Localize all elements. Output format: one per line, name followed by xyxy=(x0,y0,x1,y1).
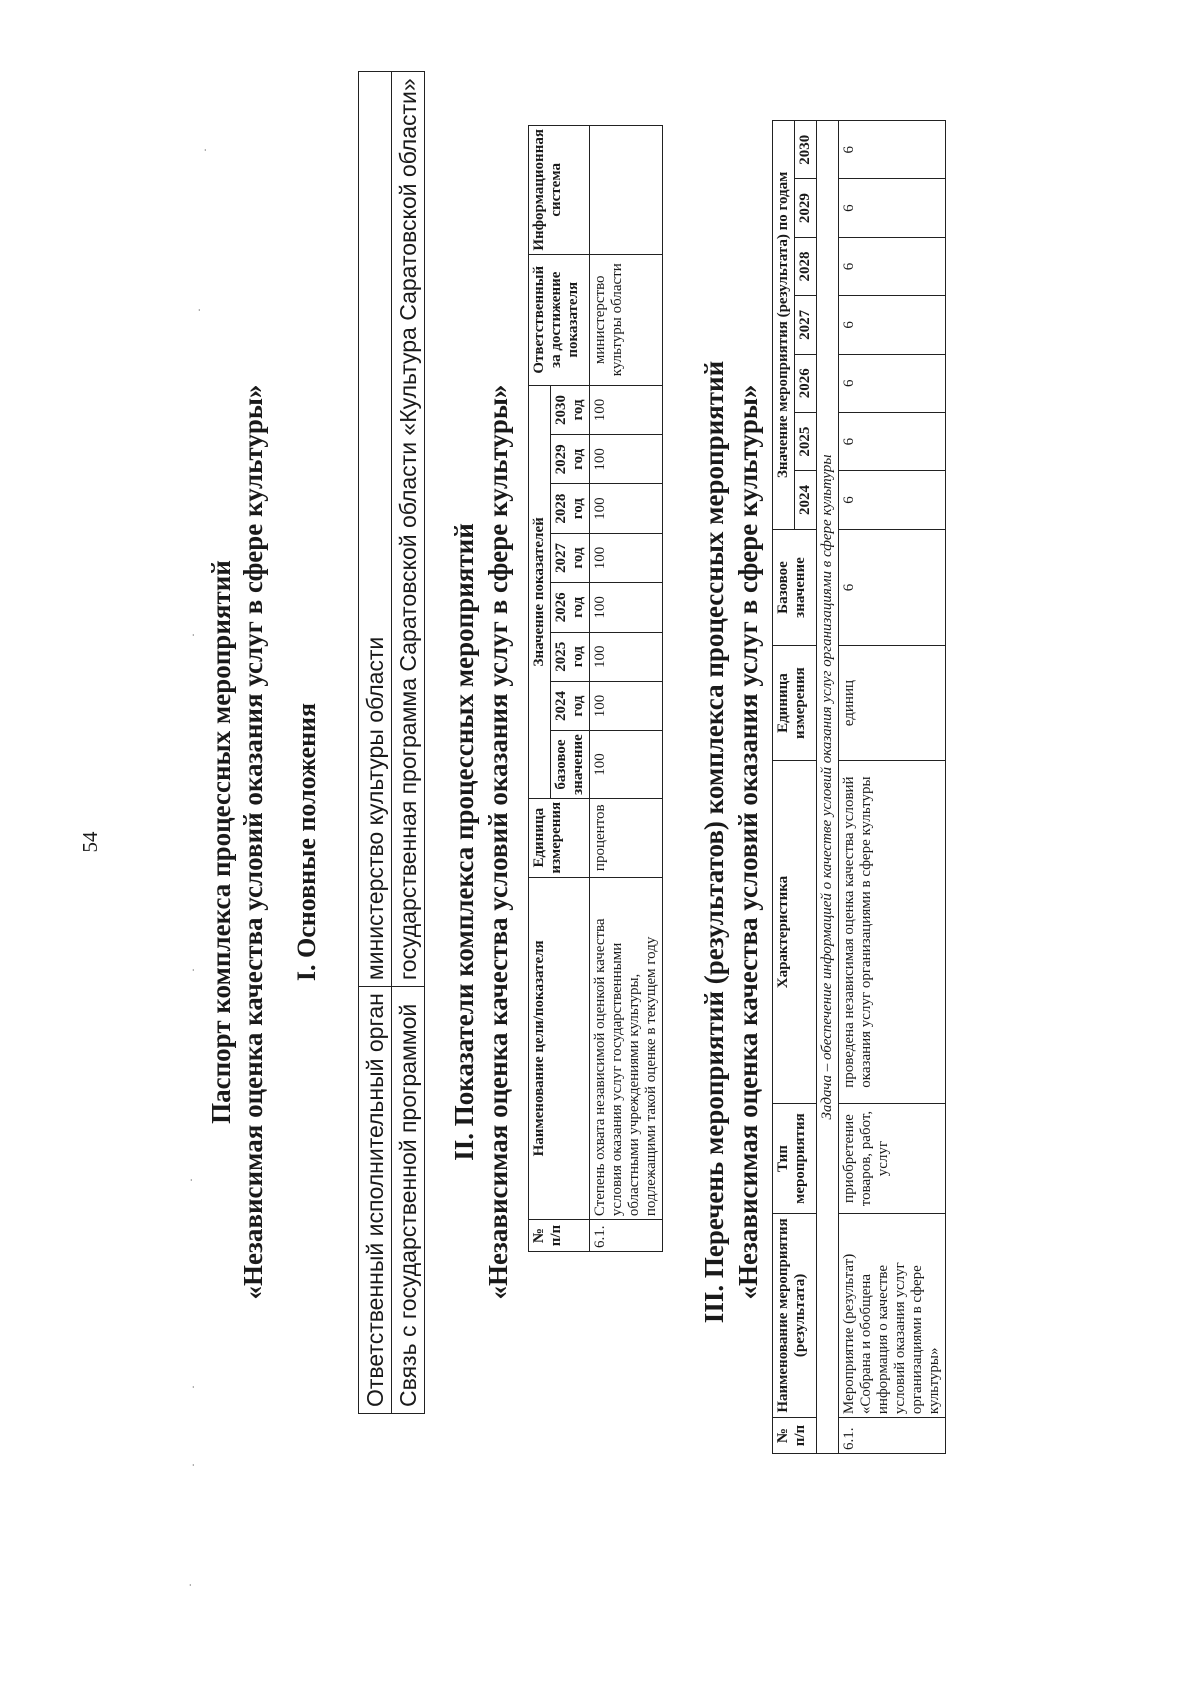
activity-year-value: 6 xyxy=(839,471,946,529)
header-name: Наименование мероприятия (результата) xyxy=(773,1213,817,1417)
header-year: 2025 год xyxy=(551,632,590,681)
indicator-base: 100 xyxy=(590,731,663,799)
header-characteristic: Характеристика xyxy=(773,760,817,1103)
document-title xyxy=(205,107,269,1577)
page-number: 54 xyxy=(78,831,102,853)
indicator-year-value: 100 xyxy=(590,435,663,484)
header-year: 2028 xyxy=(795,237,817,295)
section-3-heading-line-2: «Независимая оценка качества условий оказания услуг в сфере культуры» xyxy=(733,384,763,1300)
header-num: № п/п xyxy=(529,1220,590,1252)
header-values-group: Значение показателей xyxy=(529,385,551,798)
indicator-year-value: 100 xyxy=(590,583,663,632)
header-values-group: Значение мероприятия (результата) по годам xyxy=(773,121,795,530)
indicator-info-system xyxy=(590,126,663,255)
provision-label: Ответственный исполнительный орган xyxy=(359,987,392,1414)
indicator-name: Степень охвата независимой оценкой качества условия оказания услуг государственными областными учреждениями культуры, подлежащими такой оценке в текущем году xyxy=(590,877,663,1220)
table-header-row xyxy=(773,121,795,1454)
activity-year-value: 6 xyxy=(839,354,946,412)
table-header-row xyxy=(529,126,551,1252)
indicator-responsible: министерство культуры области xyxy=(590,254,663,385)
scan-dot: · xyxy=(198,148,212,152)
header-type: Тип мероприятия xyxy=(773,1104,817,1214)
title-line-2: «Независимая оценка качества условий оказания услуг в сфере культуры» xyxy=(238,384,268,1300)
indicator-unit: процентов xyxy=(590,798,663,877)
main-provisions-table xyxy=(358,71,425,1414)
activity-year-value: 6 xyxy=(839,237,946,295)
header-year: 2027 xyxy=(795,296,817,354)
activity-year-value: 6 xyxy=(839,179,946,237)
header-year: 2030 xyxy=(795,121,817,179)
header-base: базовое значение xyxy=(551,731,590,799)
scan-dot: · xyxy=(186,633,200,637)
provision-value: министерство культуры области xyxy=(359,72,392,987)
section-2-heading xyxy=(447,107,515,1577)
header-year: 2029 год xyxy=(551,435,590,484)
header-info-system: Информационная система xyxy=(529,126,590,255)
header-unit: Единица измерения xyxy=(773,646,817,760)
section-1-heading: I. Основные положения xyxy=(292,702,321,982)
indicator-year-value: 100 xyxy=(590,533,663,582)
header-responsible: Ответственный за достижение показателя xyxy=(529,254,590,385)
scan-dot: · xyxy=(186,1463,200,1467)
scan-dot: · xyxy=(186,968,200,972)
indicator-year-value: 100 xyxy=(590,385,663,434)
header-year: 2027 год xyxy=(551,533,590,582)
header-base: Базовое значение xyxy=(773,529,817,646)
section-3-heading xyxy=(697,107,765,1577)
task-text: Задача – обеспечение информацией о качестве условий оказания услуг организациями в сфере культуры xyxy=(817,121,839,1454)
table-row xyxy=(590,126,663,1252)
header-year: 2028 год xyxy=(551,484,590,533)
provision-row xyxy=(392,72,425,1414)
header-year: 2024 год xyxy=(551,681,590,730)
header-year: 2029 xyxy=(795,179,817,237)
indicators-table xyxy=(528,125,663,1252)
activity-base: 6 xyxy=(839,529,946,646)
activity-year-value: 6 xyxy=(839,121,946,179)
header-year: 2025 xyxy=(795,412,817,470)
activity-unit: единиц xyxy=(839,646,946,760)
scan-dot: · xyxy=(192,308,206,312)
header-year: 2030 год xyxy=(551,385,590,434)
activities-table xyxy=(772,120,946,1454)
indicator-year-value: 100 xyxy=(590,632,663,681)
row-num: 6.1. xyxy=(839,1418,946,1454)
title-line-1: Паспорт комплекса процессных мероприятий xyxy=(206,560,236,1124)
header-year: 2026 год xyxy=(551,583,590,632)
section-3-heading-line-1: III. Перечень мероприятий (результатов) комплекса процессных мероприятий xyxy=(699,360,729,1324)
task-row xyxy=(817,121,839,1454)
activity-type: приобретение товаров, работ, услуг xyxy=(839,1104,946,1214)
scan-dot: · xyxy=(184,1178,198,1182)
header-num: № п/п xyxy=(773,1418,817,1454)
indicator-year-value: 100 xyxy=(590,484,663,533)
activity-year-value: 6 xyxy=(839,412,946,470)
section-2-heading-line-1: II. Показатели комплекса процессных мероприятий xyxy=(449,523,479,1161)
provision-value: государственная программа Саратовской области «Культура Саратовской области» xyxy=(392,72,425,987)
activity-characteristic: проведена независимая оценка качества условий оказания услуг организациями в сфере культуры xyxy=(839,760,946,1103)
section-2-heading-line-2: «Независимая оценка качества условий оказания услуг в сфере культуры» xyxy=(483,384,513,1300)
header-year: 2026 xyxy=(795,354,817,412)
header-name: Наименование цели/показателя xyxy=(529,877,590,1220)
activity-name: Мероприятие (результат) «Собрана и обобщена информация о качестве условий оказания услуг организациями в сфере культуры» xyxy=(839,1213,946,1417)
table-row xyxy=(839,121,946,1454)
activity-year-value: 6 xyxy=(839,296,946,354)
scan-dot: · xyxy=(183,1583,197,1587)
header-unit: Единица измерения xyxy=(529,798,590,877)
provision-label: Связь с государственной программой xyxy=(392,987,425,1414)
row-num: 6.1. xyxy=(590,1220,663,1252)
scan-dot: · xyxy=(186,1385,200,1389)
indicator-year-value: 100 xyxy=(590,681,663,730)
provision-row xyxy=(359,72,392,1414)
header-year: 2024 xyxy=(795,471,817,529)
